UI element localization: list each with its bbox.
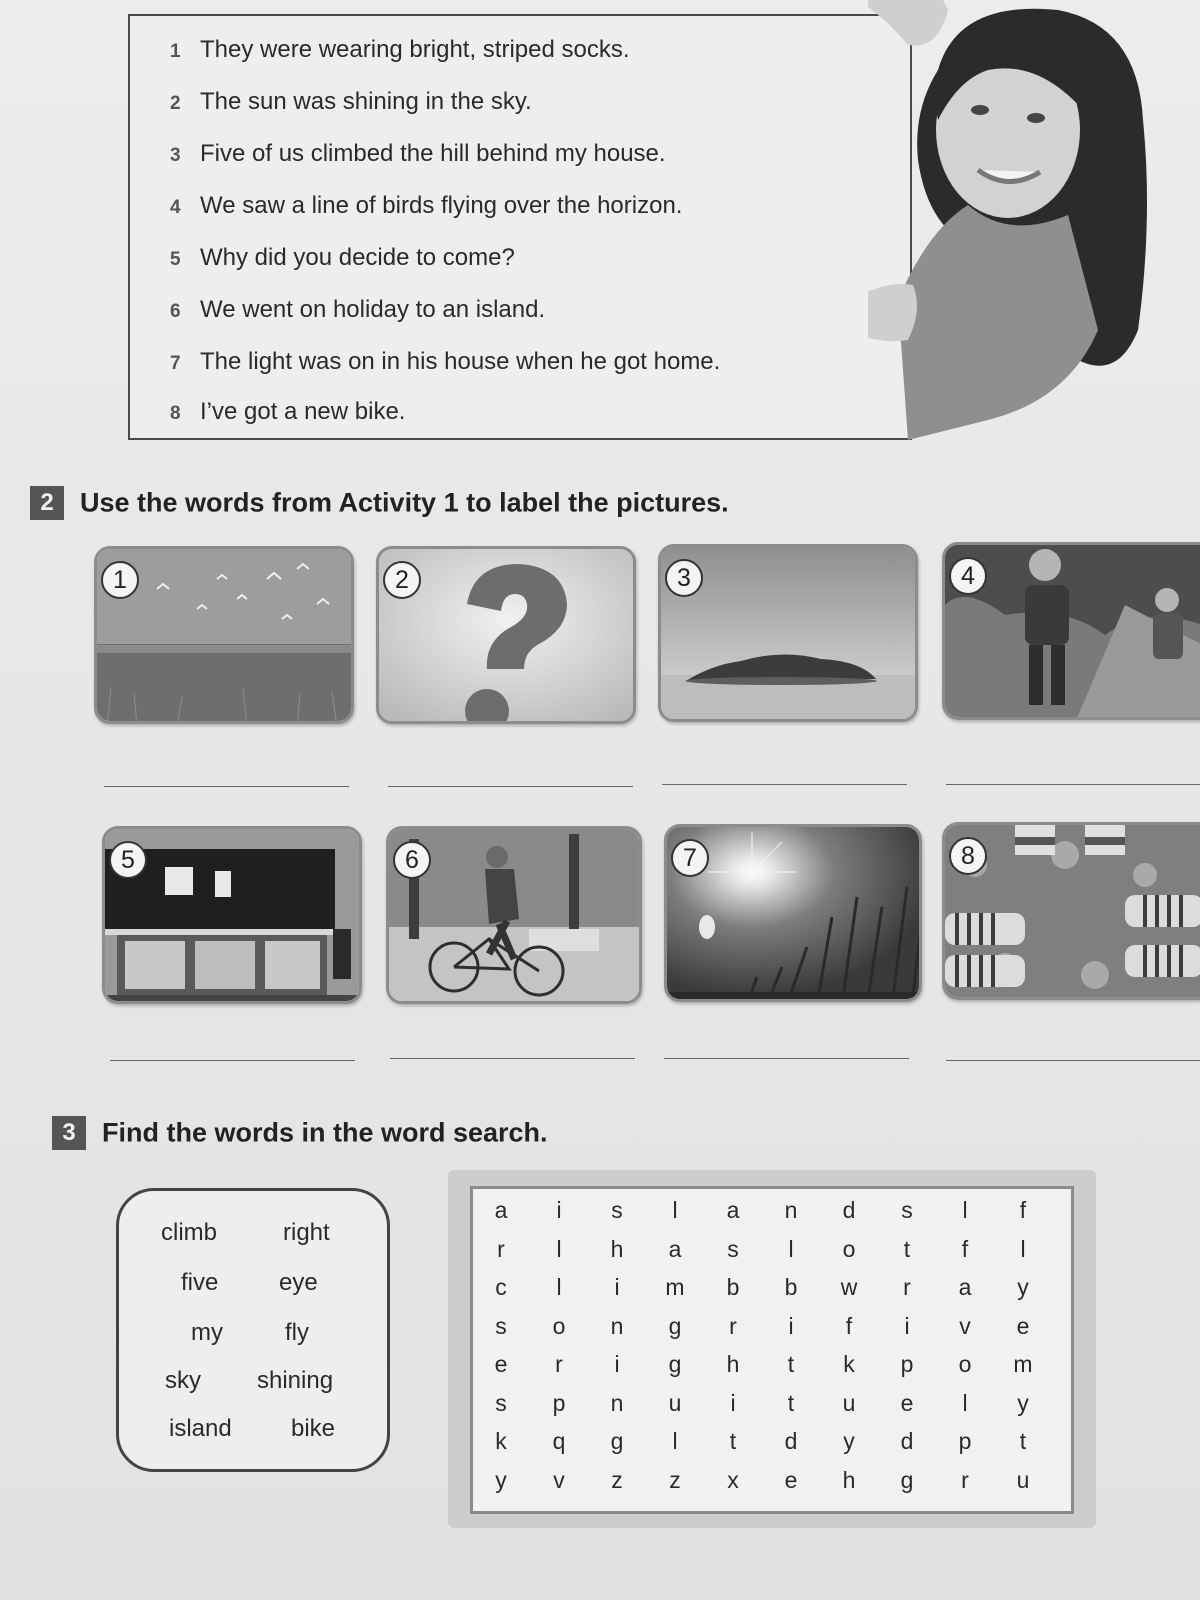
word-island: island	[169, 1415, 232, 1442]
picture-8	[942, 822, 1200, 1000]
grid-letter[interactable]: r	[961, 1466, 969, 1493]
activity2-instruction: Use the words from Activity 1 to label the pictures.	[80, 487, 729, 518]
picture-number: 8	[949, 837, 987, 875]
sentence-number: 2	[170, 93, 181, 114]
sentence-number: 7	[170, 353, 181, 374]
grid-letter[interactable]: t	[903, 1235, 911, 1262]
word-my: my	[191, 1319, 223, 1346]
grid-letter[interactable]: r	[497, 1235, 505, 1262]
grid-letter[interactable]: i	[904, 1312, 910, 1339]
sentence-text: Five of us climbed the hill behind my house.	[200, 140, 666, 167]
grid-letter[interactable]: p	[900, 1351, 914, 1377]
grid-letter[interactable]: u	[842, 1389, 856, 1416]
grid-letter[interactable]: s	[495, 1312, 507, 1339]
grid-letter[interactable]: t	[729, 1428, 737, 1454]
word-list-box	[116, 1188, 390, 1472]
grid-letter[interactable]: m	[1013, 1351, 1033, 1377]
grid-letter[interactable]: i	[614, 1274, 620, 1300]
grid-letter[interactable]: p	[958, 1428, 972, 1454]
grid-letter[interactable]: l	[962, 1389, 968, 1416]
answer-line-3[interactable]	[662, 784, 907, 785]
sentence-8	[170, 398, 405, 426]
activity-number-badge: 3	[52, 1116, 86, 1150]
picture-4	[942, 542, 1200, 720]
grid-letter[interactable]: c	[495, 1274, 507, 1300]
grid-letter[interactable]: p	[552, 1389, 566, 1416]
grid-letter[interactable]: e	[784, 1466, 798, 1493]
grid-letter[interactable]: y	[495, 1466, 507, 1493]
sentence-text: We went on holiday to an island.	[200, 296, 546, 323]
grid-letter[interactable]: e	[494, 1351, 508, 1377]
word-sky: sky	[165, 1367, 201, 1394]
grid-letter[interactable]: g	[668, 1351, 682, 1377]
grid-letter[interactable]: a	[668, 1235, 682, 1262]
sentence-1	[170, 36, 630, 64]
sentence-number: 3	[170, 145, 181, 166]
grid-letter[interactable]: k	[495, 1428, 507, 1454]
grid-letter[interactable]: z	[669, 1466, 681, 1493]
sentence-number: 5	[170, 249, 181, 270]
grid-letter[interactable]: e	[900, 1389, 914, 1416]
grid-letter[interactable]: i	[556, 1197, 562, 1223]
answer-line-2[interactable]	[388, 786, 633, 787]
grid-letter[interactable]: h	[610, 1235, 624, 1262]
grid-letter[interactable]: q	[552, 1428, 566, 1454]
grid-letter[interactable]: d	[900, 1428, 914, 1454]
grid-letter[interactable]: a	[494, 1197, 508, 1223]
word-fly: fly	[285, 1319, 309, 1346]
answer-line-8[interactable]	[946, 1060, 1200, 1061]
sentence-3	[170, 140, 666, 168]
grid-letter[interactable]: u	[1016, 1466, 1030, 1493]
grid-letter[interactable]: u	[668, 1389, 682, 1416]
picture-number: 5	[109, 841, 147, 879]
grid-letter[interactable]: l	[788, 1235, 794, 1262]
grid-letter[interactable]: t	[787, 1351, 795, 1377]
grid-letter[interactable]: z	[611, 1466, 623, 1493]
sentence-7	[170, 348, 720, 376]
picture-number: 4	[949, 557, 987, 595]
grid-letter[interactable]: b	[784, 1274, 798, 1300]
girl-photo	[868, 0, 1200, 440]
word-shining: shining	[257, 1367, 334, 1394]
grid-letter[interactable]: o	[552, 1312, 566, 1339]
picture-number: 6	[393, 841, 431, 879]
grid-letter[interactable]: r	[555, 1351, 563, 1377]
sentence-6	[170, 296, 545, 324]
sentence-text: Why did you decide to come?	[200, 244, 515, 271]
grid-letter[interactable]: x	[727, 1466, 739, 1493]
sentence-5	[170, 244, 515, 272]
grid-letter[interactable]: h	[842, 1466, 856, 1493]
picture-number: 7	[671, 839, 709, 877]
picture-1	[94, 546, 354, 724]
sentence-2	[170, 88, 532, 116]
grid-letter[interactable]: s	[495, 1389, 507, 1416]
activity-number-badge: 2	[30, 486, 64, 520]
grid-letter[interactable]: g	[668, 1312, 682, 1339]
grid-letter[interactable]: b	[726, 1274, 740, 1300]
grid-letter[interactable]: f	[961, 1235, 969, 1262]
activity3-heading	[52, 1116, 548, 1150]
word-climb: climb	[161, 1219, 218, 1246]
grid-letter[interactable]: k	[843, 1351, 855, 1377]
picture-6	[386, 826, 642, 1004]
grid-letter[interactable]: o	[842, 1235, 856, 1262]
grid-letter[interactable]: s	[611, 1197, 623, 1223]
grid-letter[interactable]: r	[903, 1274, 911, 1300]
sentence-text: We saw a line of birds flying over the horizon.	[200, 192, 683, 219]
grid-letter[interactable]: a	[726, 1197, 740, 1223]
sentence-4	[170, 192, 682, 220]
answer-line-4[interactable]	[946, 784, 1200, 785]
activity2-heading	[30, 486, 729, 520]
grid-letter[interactable]: e	[1016, 1312, 1030, 1339]
grid-letter[interactable]: g	[610, 1428, 624, 1454]
sentence-text: The light was on in his house when he got home.	[200, 348, 721, 375]
picture-number: 3	[665, 559, 703, 597]
answer-line-7[interactable]	[664, 1058, 909, 1059]
grid-letter[interactable]: y	[1017, 1274, 1029, 1300]
grid-letter[interactable]: i	[788, 1312, 794, 1339]
grid-letter[interactable]: t	[787, 1389, 795, 1416]
grid-letter[interactable]: w	[840, 1274, 858, 1300]
grid-letter[interactable]: v	[959, 1312, 971, 1339]
picture-5	[102, 826, 362, 1004]
sentence-number: 1	[170, 41, 181, 62]
picture-number: 1	[101, 561, 139, 599]
grid-letter[interactable]: y	[1017, 1389, 1029, 1416]
picture-number: 2	[383, 561, 421, 599]
grid-letter[interactable]: g	[900, 1466, 914, 1493]
grid-letter[interactable]: l	[672, 1428, 678, 1454]
grid-letter[interactable]: h	[726, 1351, 740, 1377]
grid-letter[interactable]: n	[610, 1389, 624, 1416]
grid-letter[interactable]: l	[556, 1235, 562, 1262]
word-bike: bike	[291, 1415, 336, 1442]
grid-letter[interactable]: i	[730, 1389, 736, 1416]
grid-letter[interactable]: d	[842, 1197, 856, 1223]
grid-letter[interactable]: d	[784, 1428, 798, 1454]
picture-3	[658, 544, 918, 722]
word-search-grid	[470, 1186, 1074, 1514]
sentence-text: I’ve got a new bike.	[200, 398, 406, 425]
grid-letter[interactable]: o	[958, 1351, 972, 1377]
grid-letter[interactable]: n	[784, 1197, 798, 1223]
picture-7	[664, 824, 922, 1002]
activity3-instruction: Find the words in the word search.	[102, 1117, 548, 1148]
grid-letter[interactable]: s	[901, 1197, 913, 1223]
grid-letter[interactable]: l	[556, 1274, 562, 1300]
grid-letter[interactable]: y	[843, 1428, 855, 1454]
sentence-number: 4	[170, 197, 181, 218]
grid-letter[interactable]: f	[1019, 1197, 1027, 1223]
picture-2	[376, 546, 636, 724]
word-eye: eye	[279, 1269, 318, 1296]
grid-letter[interactable]: l	[672, 1197, 678, 1223]
grid-letter[interactable]: l	[962, 1197, 968, 1223]
sentence-number: 6	[170, 301, 181, 322]
grid-letter[interactable]: a	[958, 1274, 972, 1300]
grid-letter[interactable]: i	[614, 1351, 620, 1377]
word-five: five	[181, 1269, 219, 1296]
word-right: right	[283, 1219, 330, 1246]
grid-letter[interactable]: m	[665, 1274, 685, 1300]
grid-letter[interactable]: n	[610, 1312, 624, 1339]
grid-letter[interactable]: r	[729, 1312, 737, 1339]
answer-line-6[interactable]	[390, 1058, 635, 1059]
answer-line-5[interactable]	[110, 1060, 355, 1061]
grid-letter[interactable]: f	[845, 1312, 853, 1339]
sentence-text: The sun was shining in the sky.	[200, 88, 532, 115]
grid-letter[interactable]: l	[1020, 1235, 1026, 1262]
answer-line-1[interactable]	[104, 786, 349, 787]
grid-letter[interactable]: s	[727, 1235, 739, 1262]
activity1-sentence-box	[128, 14, 912, 440]
sentence-number: 8	[170, 403, 181, 424]
grid-letter[interactable]: t	[1019, 1428, 1027, 1454]
sentence-text: They were wearing bright, striped socks.	[200, 36, 630, 63]
grid-letter[interactable]: v	[553, 1466, 565, 1493]
